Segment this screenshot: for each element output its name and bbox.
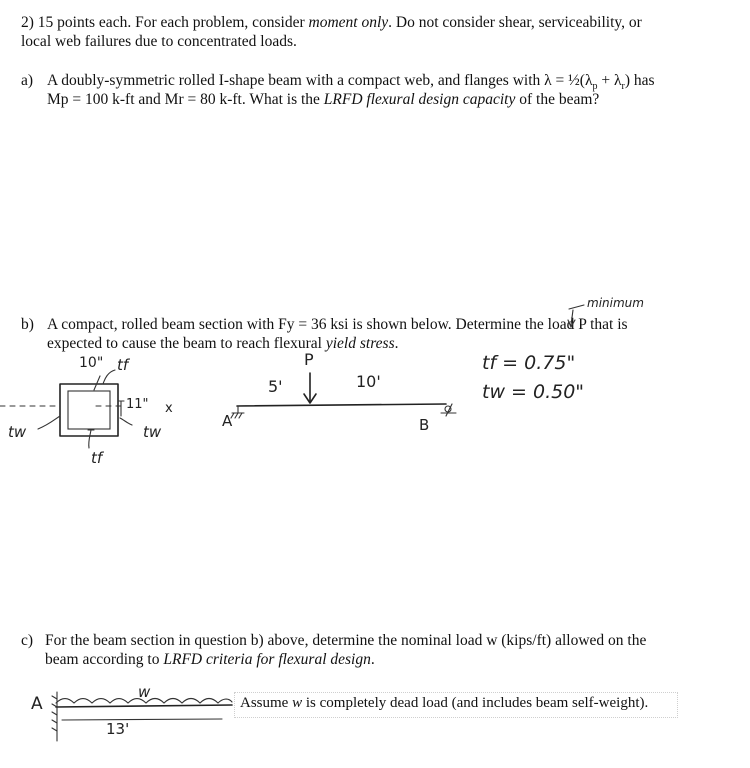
part-a-line2-emphasis: LRFD flexural design capacity bbox=[323, 91, 516, 108]
beam-left-span: 5' bbox=[268, 377, 283, 396]
web-thickness-note: tw = 0.50" bbox=[482, 381, 585, 403]
lambda-p-subscript: p bbox=[592, 81, 598, 93]
part-c-line2-suffix: . bbox=[370, 651, 375, 668]
beam-diagram bbox=[231, 373, 456, 418]
part-c-support-label: A bbox=[31, 694, 43, 714]
dead-load-note bbox=[240, 694, 648, 713]
section-width-dim: 10" bbox=[79, 355, 104, 371]
section-x-mark: x bbox=[165, 401, 173, 416]
part-a-line1-text: A doubly-symmetric rolled I-shape beam with a compact web, and flanges with λ = ½(λ bbox=[47, 72, 593, 89]
part-c-span-label: 13' bbox=[106, 720, 130, 738]
part-b-line2-emphasis: yield stress bbox=[325, 335, 395, 352]
minimum-arrow bbox=[568, 305, 584, 327]
part-c-load-label: w bbox=[138, 683, 151, 701]
minimum-note: minimum bbox=[587, 296, 644, 310]
section-depth-dim: 11" bbox=[126, 397, 149, 412]
lambda-r-subscript: r bbox=[621, 81, 625, 93]
beam-support-a: A bbox=[222, 412, 233, 430]
part-a-line2-prefix: Mp = 100 k-ft and Mr = 80 k-ft. What is the bbox=[47, 91, 324, 108]
problem-header-line2: local web failures due to concentrated loads. bbox=[21, 33, 297, 50]
part-b-label: b) bbox=[21, 316, 34, 333]
part-b-line1: A compact, rolled beam section with Fy = 36 ksi is shown below. Determine the load P that is bbox=[47, 316, 628, 333]
part-a-label: a) bbox=[21, 72, 34, 89]
part-c-line2 bbox=[45, 650, 375, 669]
beam-right-span: 10' bbox=[356, 372, 381, 391]
dead-load-note-w: w bbox=[292, 695, 303, 711]
part-c-line2-prefix: beam according to bbox=[45, 651, 164, 668]
problem-header-suffix: . Do not consider shear, serviceability, or bbox=[388, 14, 642, 31]
section-tf-top: tf bbox=[117, 356, 129, 374]
section-tw-left: tw bbox=[8, 423, 27, 441]
beam-load-label: P bbox=[304, 350, 314, 369]
part-b-line2-suffix: . bbox=[394, 335, 399, 352]
section-tf-bottom: tf bbox=[91, 449, 103, 467]
part-a-line1-end: ) has bbox=[624, 72, 655, 89]
part-c-line1: For the beam section in question b) above, determine the nominal load w (kips/ft) allowed on the bbox=[45, 632, 647, 649]
part-b-line2-prefix: expected to cause the beam to reach flexural bbox=[47, 335, 326, 352]
part-a-line2-suffix: of the beam? bbox=[515, 91, 600, 108]
section-tw-right: tw bbox=[143, 423, 162, 441]
dead-load-note-prefix: Assume bbox=[240, 695, 293, 711]
part-c-label: c) bbox=[21, 632, 34, 649]
part-c-line2-emphasis: LRFD criteria for flexural design bbox=[163, 651, 371, 668]
flange-thickness-note: tf = 0.75" bbox=[482, 352, 576, 374]
problem-header-emphasis: moment only bbox=[308, 14, 389, 31]
problem-header-prefix: 2) 15 points each. For each problem, consider bbox=[21, 14, 309, 31]
part-a-plus: + λ bbox=[597, 72, 622, 89]
beam-support-b: B bbox=[419, 416, 430, 434]
dead-load-note-suffix: is completely dead load (and includes beam self-weight). bbox=[302, 695, 649, 711]
